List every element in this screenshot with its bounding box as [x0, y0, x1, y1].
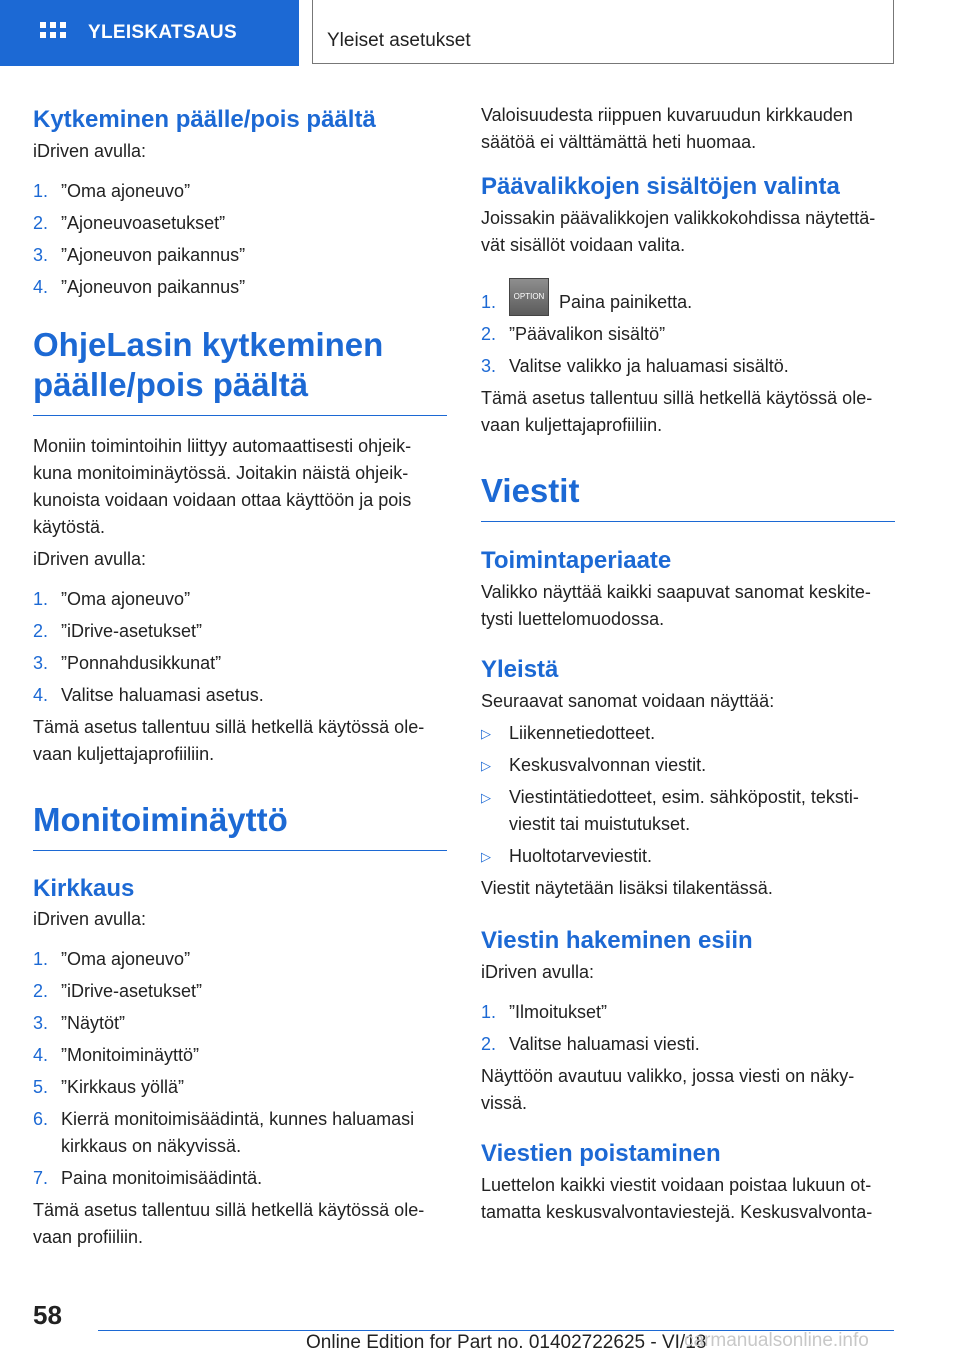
intro-text: iDriven avulla:: [481, 962, 595, 983]
list-item: 4. ”Monitoiminäyttö”: [33, 1045, 200, 1065]
note-text: Tämä asetus tallentuu sillä hetkellä käytössä ole- vaan kuljettajaprofiiliin.: [481, 388, 873, 436]
list-item: 2. ”iDrive-asetukset”: [33, 981, 203, 1001]
bullet-triangle-icon: ▷: [481, 790, 491, 806]
list-item: 4. Valitse haluamasi asetus.: [33, 685, 264, 705]
grid-menu-icon: [40, 22, 66, 44]
page-number: 58: [33, 1300, 62, 1330]
list-item: 2. Valitse haluamasi viesti.: [481, 1034, 700, 1055]
list-item: 2. ”iDrive-asetukset”: [33, 621, 203, 641]
watermark: carmanualsonline.info: [684, 1330, 869, 1351]
list-item: 2. ”Ajoneuvoasetukset”: [33, 213, 226, 233]
list-item: 3. Valitse valikko ja haluamasi sisältö.: [481, 356, 789, 377]
body-text: Valoisuudesta riippuen kuvaruudun kirkkauden säätöä ei välttämättä heti huomaa.: [481, 105, 853, 152]
heading-yleista: Yleistä: [481, 656, 559, 684]
steps-list-6: [481, 999, 895, 1058]
list-item: ▷ Liikennetiedotteet.: [481, 720, 895, 747]
list-item: ▷ Keskusvalvonnan viestit.: [481, 752, 895, 779]
left-column: [33, 96, 447, 1251]
chapter-title: Yleiset asetukset: [327, 30, 471, 51]
section-tab[interactable]: [0, 0, 299, 66]
note-text: Tämä asetus tallentuu sillä hetkellä käytössä ole- vaan profiiliin.: [33, 1200, 425, 1247]
list-item: 1. ”Ilmoitukset”: [481, 1002, 608, 1023]
heading-monitoiminaytto: Monitoiminäyttö: [33, 800, 447, 851]
heading-viestit: Viestit: [481, 471, 895, 522]
list-item: 1. OPTION Paina painiketta.: [481, 289, 895, 316]
intro-text: Seuraavat sanomat voidaan näyttää:: [481, 691, 775, 712]
list-item: 3. ”Ponnahdusikkunat”: [33, 653, 222, 673]
body-text: Luettelon kaikki viestit voidaan poistaa lukuun ot- tamatta keskusvalvontaviestejä. Keskusvalvonta-: [481, 1175, 873, 1223]
section-tab-label: YLEISKATSAUS: [88, 22, 237, 43]
intro-text: iDriven avulla:: [33, 909, 147, 929]
bullet-list: [481, 720, 895, 870]
list-item: 2. ”Päävalikon sisältö”: [481, 324, 666, 345]
list-item: ▷ Viestintätiedotteet, esim. sähköpostit, teksti- viestit tai muistutukset.: [481, 784, 895, 838]
heading-toimintaperiaate: Toimintaperiaate: [481, 547, 672, 575]
body-text: Joissakin päävalikkojen valikkokohdissa näytettä- vät sisällöt voidaan valita.: [481, 208, 876, 255]
list-item: 3. ”Näytöt”: [33, 1013, 126, 1033]
steps-list-3: [33, 946, 447, 1192]
heading-viestien-poistaminen: Viestien poistaminen: [481, 1140, 721, 1168]
list-item: 4. ”Ajoneuvon paikannus”: [33, 277, 246, 297]
note-text: Viestit näytetään lisäksi tilakentässä.: [481, 878, 773, 899]
body-text: Moniin toimintoihin liittyy automaattisesti ohjeik- kuna monitoiminäytössä. Joitakin näistä ohjeik- kunoista voidaan voidaan ottaa käyttöön ja pois käytöstä.: [33, 436, 412, 537]
intro-text: iDriven avulla:: [33, 141, 147, 161]
note-text: Näyttöön avautuu valikko, jossa viesti on näky- vissä.: [481, 1066, 855, 1114]
list-item: 3. ”Ajoneuvon paikannus”: [33, 245, 246, 265]
steps-list-4: [481, 289, 895, 380]
list-item: 1. ”Oma ajoneuvo”: [33, 589, 191, 609]
body-text: Valikko näyttää kaikki saapuvat sanomat keskite- tysti luettelomuodossa.: [481, 582, 871, 630]
bullet-triangle-icon: ▷: [481, 758, 491, 774]
note-text: Tämä asetus tallentuu sillä hetkellä käytössä ole- vaan kuljettajaprofiiliin.: [33, 717, 425, 764]
steps-list-2: [33, 586, 447, 709]
heading-kytkeminen: Kytkeminen päälle/pois päältä: [33, 106, 376, 133]
heading-viestin-hakeminen: Viestin hakeminen esiin: [481, 927, 753, 955]
list-item: ▷ Huoltotarveviestit.: [481, 843, 895, 870]
list-item: 1. ”Oma ajoneuvo”: [33, 181, 191, 201]
heading-ohjelasin: OhjeLasin kytkeminen päälle/pois päältä: [33, 325, 447, 416]
list-item: 6. Kierrä monitoimisäädintä, kunnes haluamasi kirkkaus on näkyvissä.: [33, 1109, 415, 1156]
intro-text: iDriven avulla:: [33, 549, 147, 569]
heading-paavalikkojen: Päävalikkojen sisältöjen valinta: [481, 173, 840, 200]
option-button-icon: OPTION: [509, 278, 549, 316]
chapter-title-box: [312, 0, 894, 64]
footer-edition: Online Edition for Part no. 01402722625 - VI/18: [306, 1332, 707, 1353]
bullet-triangle-icon: ▷: [481, 849, 491, 865]
right-column: [481, 96, 895, 1226]
list-item: 1. ”Oma ajoneuvo”: [33, 949, 191, 969]
heading-kirkkaus: Kirkkaus: [33, 875, 135, 902]
bullet-triangle-icon: ▷: [481, 726, 491, 742]
list-item: 7. Paina monitoimisäädintä.: [33, 1168, 263, 1188]
list-item: 5. ”Kirkkaus yöllä”: [33, 1077, 185, 1097]
steps-list-1: [33, 178, 447, 301]
